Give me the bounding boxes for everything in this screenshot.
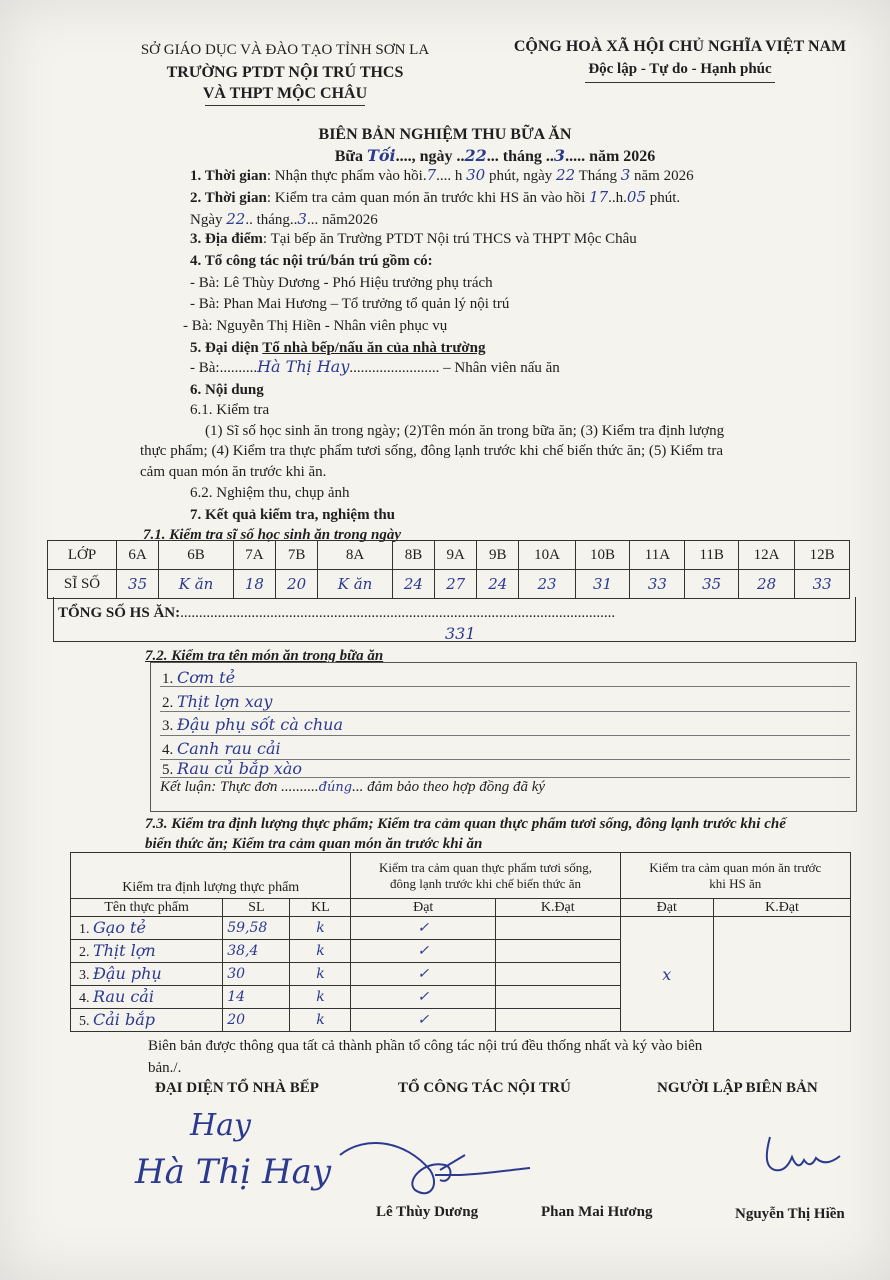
section-7-3-label-l1: 7.3. Kiểm tra định lượng thực phẩm; Kiểm tra cảm quan thực phẩm tươi sống, đông lạnh trước khi chế: [145, 816, 786, 832]
table-row: 4. Rau cải 14 k ✓: [71, 986, 851, 1009]
count-cell: 28: [738, 570, 794, 599]
class-row-label: LỚP: [48, 541, 117, 570]
count-cell: 23: [519, 570, 575, 599]
header-quantity: Kiểm tra định lượng thực phẩm: [71, 853, 351, 899]
meal-line: Bữa Tối...., ngày ..22... tháng ..3..... năm 2026: [334, 146, 656, 165]
meal-handwritten: Tối: [366, 146, 396, 165]
section-7-3-label-l2: biến thức ăn; Kiểm tra cảm quan món ăn trước khi ăn: [145, 836, 483, 852]
menu-item: 1. Cơm tẻ: [162, 668, 236, 687]
section-7-2-label: 7.2. Kiểm tra tên món ăn trong bữa ăn: [145, 648, 384, 664]
count-row: [48, 570, 850, 599]
section-7-1-label: 7.1. Kiểm tra sĩ số học sinh ăn trong ngày: [143, 527, 401, 543]
kitchen-signature-short: Hay: [190, 1108, 251, 1143]
section-6-para-l2: thực phẩm; (4) Kiểm tra thực phẩm tươi sống, đông lạnh trước khi chế biến thức ăn; (5) Kiểm tra: [140, 443, 724, 459]
header-left-line3: VÀ THPT MỘC CHÂU: [202, 85, 368, 102]
menu-conclusion: Kết luận: Thực đơn ..........đúng... đảm bảo theo hợp đồng đã ký: [160, 779, 546, 795]
count-cell: 18: [233, 570, 275, 599]
header-food-name: Tên thực phẩm: [71, 899, 223, 917]
class-cell: 10A: [519, 541, 575, 570]
class-cell: 12A: [738, 541, 794, 570]
count-cell: 20: [276, 570, 318, 599]
class-cell: 8B: [392, 541, 434, 570]
header-right-line1: CỘNG HOÀ XÃ HỘI CHỦ NGHĨA VIỆT NAM: [513, 38, 847, 55]
menu-item: 2. Thịt lợn xay: [162, 692, 273, 711]
menu-rule: [160, 735, 850, 736]
table-row: 2. Thịt lợn 38,4 k ✓: [71, 940, 851, 963]
count-cell: 24: [392, 570, 434, 599]
table-row: 1. Gạo tẻ 59,58 k ✓ x: [71, 917, 851, 940]
table-row: 5. Cải bắp 20 k ✓: [71, 1009, 851, 1032]
count-row-label: SĨ SỐ: [48, 570, 117, 599]
class-cell: 11A: [630, 541, 685, 570]
header-fresh: Kiểm tra cảm quan thực phẩm tươi sống, đông lạnh trước khi chế biến thức ăn: [351, 853, 620, 899]
cook-name-handwritten: Hà Thị Hay: [257, 357, 350, 376]
menu-rule: [160, 686, 850, 687]
count-cell: 33: [630, 570, 685, 599]
header-kl: KL: [290, 899, 351, 917]
section-3-location: 3. Địa điểm: Tại bếp ăn Trường PTDT Nội trú THCS và THPT Mộc Châu: [190, 231, 637, 247]
menu-item: 4. Canh rau cải: [162, 739, 281, 758]
meal-month-handwritten: 3: [553, 146, 566, 165]
section-6-1: 6.1. Kiểm tra: [190, 402, 270, 418]
section-2-time: 2. Thời gian: Kiểm tra cảm quan món ăn trước khi HS ăn vào hồi 17..h.05 phút.: [190, 188, 681, 206]
signature-scribble-3: [760, 1132, 850, 1177]
class-cell: 6B: [159, 541, 234, 570]
count-cell: 35: [685, 570, 738, 599]
class-cell: 7B: [276, 541, 318, 570]
count-cell: 35: [117, 570, 159, 599]
count-cell: 27: [435, 570, 477, 599]
count-cell: 31: [575, 570, 630, 599]
header-dish-fail: K.Đạt: [714, 899, 851, 917]
class-count-table: [47, 540, 850, 599]
signer-name-2: Phan Mai Hương: [541, 1204, 653, 1220]
signer-name-3: Nguyễn Thị Hiền: [735, 1206, 845, 1222]
count-cell: K ăn: [318, 570, 393, 599]
total-label: TỔNG SỐ HS ĂN:....................................................................................................................: [58, 605, 616, 621]
kitchen-signer-title: ĐẠI DIỆN TỔ NHÀ BẾP: [155, 1080, 319, 1096]
header-sl: SL: [223, 899, 290, 917]
section-6-para-l1: (1) Sĩ số học sinh ăn trong ngày; (2)Tên món ăn trong bữa ăn; (3) Kiểm tra định lượng: [205, 423, 725, 439]
writer-signer-title: NGƯỜI LẬP BIÊN BẢN: [657, 1080, 818, 1096]
kitchen-representative: - Bà:..........Hà Thị Hay........................ – Nhân viên nấu ăn: [190, 357, 560, 376]
section-2-date: Ngày 22.. tháng..3... năm2026: [190, 210, 378, 228]
count-cell: 24: [477, 570, 519, 599]
quantity-table: [70, 852, 851, 1032]
menu-item: 5. Rau củ bắp xào: [162, 759, 302, 778]
closing-l2: bản./.: [148, 1060, 182, 1076]
table-row: 3. Đậu phụ 30 k ✓: [71, 963, 851, 986]
section-7-label: 7. Kết quả kiểm tra, nghiệm thu: [190, 507, 396, 523]
meal-day-handwritten: 22: [464, 146, 487, 165]
board-signer-title: TỔ CÔNG TÁC NỘI TRÚ: [398, 1080, 571, 1096]
member-1: - Bà: Lê Thùy Dương - Phó Hiệu trưởng phụ trách: [190, 275, 493, 291]
class-row: [48, 541, 850, 570]
section-6-2: 6.2. Nghiệm thu, chụp ảnh: [190, 485, 350, 501]
header-dish-pass: Đạt: [620, 899, 713, 917]
header-fail: K.Đạt: [495, 899, 620, 917]
header-left-line2: TRƯỜNG PTDT NỘI TRÚ THCS: [166, 64, 404, 81]
section-5-label: 5. Đại diện Tổ nhà bếp/nấu ăn của nhà trường: [190, 340, 486, 356]
class-cell: 7A: [233, 541, 275, 570]
section-1-time: 1. Thời gian: Nhận thực phẩm vào hồi.7.... h 30 phút, ngày 22 Tháng 3 năm 2026: [190, 166, 694, 184]
header-left-underline: [205, 105, 365, 106]
class-cell: 6A: [117, 541, 159, 570]
header-dish: Kiểm tra cảm quan món ăn trước khi HS ăn: [620, 853, 850, 899]
header-pass: Đạt: [351, 899, 496, 917]
section-6-para-l3: cảm quan món ăn trước khi ăn.: [140, 464, 327, 480]
count-cell: 33: [795, 570, 850, 599]
header-right-line2: Độc lập - Tự do - Hạnh phúc: [588, 61, 772, 77]
signature-scribble-1: [335, 1130, 535, 1210]
signer-name-1: Lê Thùy Dương: [376, 1204, 479, 1220]
kitchen-signature-full: Hà Thị Hay: [135, 1152, 332, 1192]
closing-l1: Biên bản được thông qua tất cả thành phần tổ công tác nội trú đều thống nhất và ký vào biên: [148, 1038, 703, 1054]
class-cell: 11B: [685, 541, 738, 570]
count-cell: K ăn: [159, 570, 234, 599]
document-title: BIÊN BẢN NGHIỆM THU BỮA ĂN: [318, 126, 572, 143]
menu-item: 3. Đậu phụ sốt cà chua: [162, 715, 343, 734]
class-cell: 10B: [575, 541, 630, 570]
class-cell: 9A: [435, 541, 477, 570]
class-cell: 12B: [795, 541, 850, 570]
class-cell: 9B: [477, 541, 519, 570]
member-3: - Bà: Nguyễn Thị Hiền - Nhân viên phục vụ: [183, 318, 448, 334]
dish-pass-mark: x: [620, 917, 713, 1032]
header-right-underline: [585, 82, 775, 83]
total-handwritten: 331: [445, 624, 476, 643]
section-4-label: 4. Tổ công tác nội trú/bán trú gồm có:: [190, 253, 433, 269]
section-6-label: 6. Nội dung: [190, 382, 264, 398]
class-cell: 8A: [318, 541, 393, 570]
member-2: - Bà: Phan Mai Hương – Tổ trưởng tổ quản lý nội trú: [190, 296, 510, 312]
header-left-line1: SỞ GIÁO DỤC VÀ ĐÀO TẠO TỈNH SƠN LA: [140, 42, 430, 58]
